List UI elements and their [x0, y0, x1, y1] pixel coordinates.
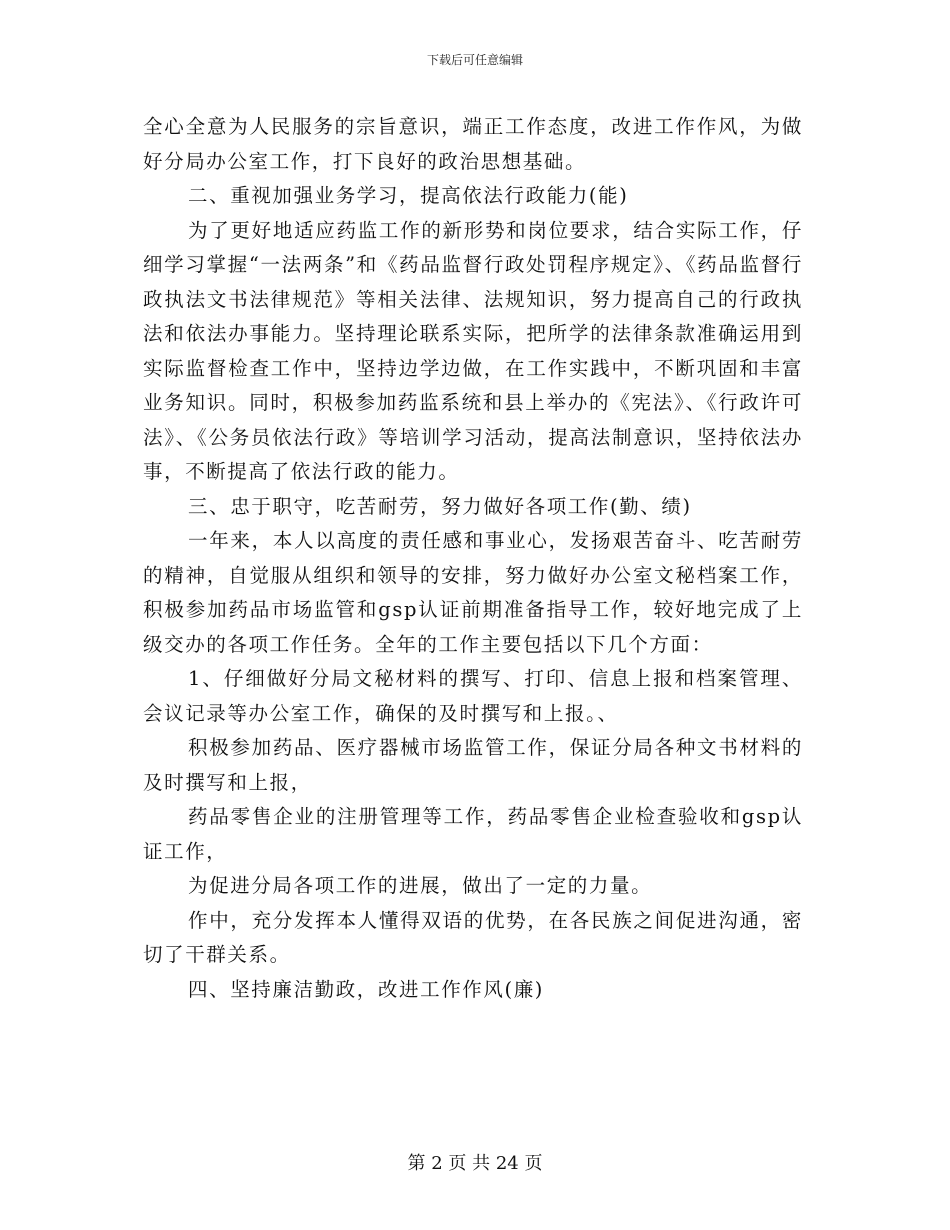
section-heading-4: 四、坚持廉洁勤政，改进工作作风(廉): [188, 977, 545, 1001]
paragraph-annual-work: 一年来，本人以高度的责任感和事业心，发扬艰苦奋斗、吃苦耐劳的精神，自觉服从组织和领导的安排，努力做好办公室文秘档案工作，积极参加药品市场监管和gsp认证前期准备指导工作，较好地完成了上级交办的各项工作任务。全年的工作主要包括以下几个方面：: [143, 529, 803, 656]
paragraph-bilingual: 作中，充分发挥本人懂得双语的优势，在各民族之间促进沟通，密切了干群关系。: [143, 908, 803, 966]
paragraph-retail-registration: 药品零售企业的注册管理等工作，药品零售企业检查验收和gsp认证工作，: [143, 805, 803, 863]
page-number: 第 2 页 共 24 页: [407, 1153, 543, 1174]
paragraph-progress: 为促进分局各项工作的进展，做出了一定的力量。: [188, 874, 653, 897]
paragraph-continuation: 全心全意为人民服务的宗旨意识，端正工作态度，改进工作作风，为做好分局办公室工作，打下良好的政治思想基础。: [143, 115, 803, 173]
paragraph-legal-study: 为了更好地适应药监工作的新形势和岗位要求，结合实际工作，仔细学习掌握“一法两条”和《药品监督行政处罚程序规定》、《药品监督行政执法文书法律规范》等相关法律、法规知识，努力提高自己的行政执法和依法办事能力。坚持理论联系实际，把所学的法律条款准确运用到实际监督检查工作中，坚持边学边做，在工作实践中，不断巩固和丰富业务知识。同时，积极参加药监系统和县上举办的《宪法》、《行政许可法》、《公务员依法行政》等培训学习活动，提高法制意识，坚持依法办事，不断提高了依法行政的能力。: [143, 218, 803, 483]
page-header: 下载后可任意编辑: [426, 53, 523, 67]
paragraph-market-supervision: 积极参加药品、医疗器械市场监管工作，保证分局各种文书材料的及时撰写和上报，: [143, 736, 803, 794]
section-heading-3: 三、忠于职守，吃苦耐劳，努力做好各项工作(勤、绩): [188, 494, 692, 518]
paragraph-item-1: 1、仔细做好分局文秘材料的撰写、打印、信息上报和档案管理、会议记录等办公室工作，确保的及时撰写和上报。、: [143, 667, 803, 725]
document-body: [143, 110, 803, 1007]
section-heading-2: 二、重视加强业务学习，提高依法行政能力(能): [188, 184, 629, 207]
